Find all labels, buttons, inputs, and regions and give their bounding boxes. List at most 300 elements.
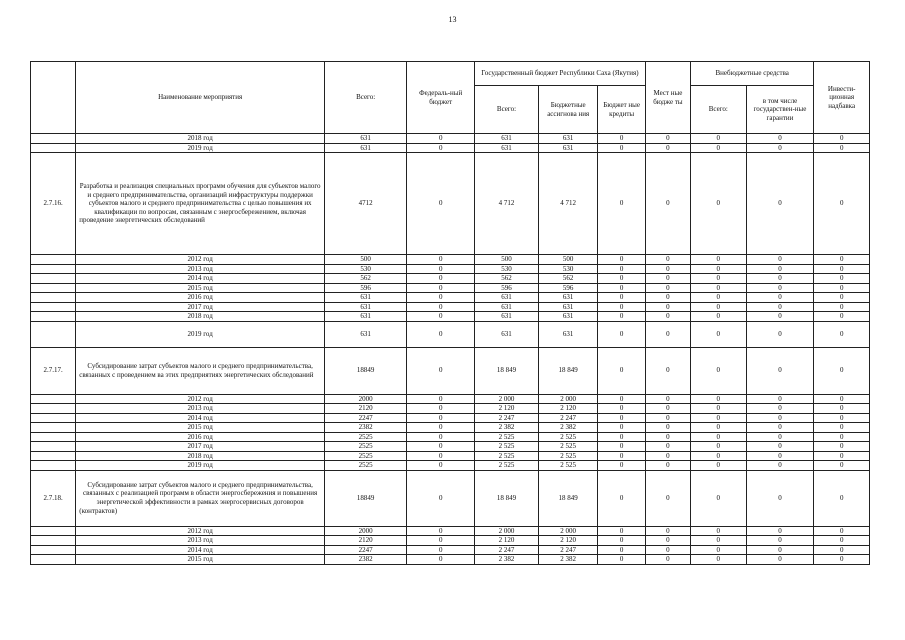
cell-state-total: 2 382	[475, 423, 539, 433]
cell-extra-total: 0	[691, 555, 747, 565]
cell-state-total: 631	[475, 143, 539, 153]
cell-state-total: 2 247	[475, 545, 539, 555]
cell-alloc: 631	[538, 312, 598, 322]
cell-state-total: 631	[475, 312, 539, 322]
year-row	[31, 255, 870, 265]
cell-invest: 0	[814, 347, 870, 394]
cell-alloc: 500	[538, 255, 598, 265]
header-federal: Федераль-ный бюджет	[407, 62, 475, 134]
cell-alloc: 2 000	[538, 394, 598, 404]
cell-alloc: 2 120	[538, 404, 598, 414]
cell-total: 2247	[325, 413, 407, 423]
year-label: 2015 год	[76, 555, 325, 565]
item-description: Разработка и реализация специальных программ обучения для субъектов малого и среднего предпринимательства, организаций инфраструктуры поддержки субъектов малого и среднего предпринимательства с целью повышения их квалификации по вопросам, связанным с энергосбережением, включая проведение энергетических обследований	[76, 153, 325, 255]
year-label: 2012 год	[76, 394, 325, 404]
year-row	[31, 302, 870, 312]
cell-local: 0	[645, 283, 690, 293]
cell-total: 500	[325, 255, 407, 265]
cell-local: 0	[645, 404, 690, 414]
header-local: Мест ные бюдже ты	[645, 62, 690, 134]
cell-federal: 0	[407, 404, 475, 414]
cell-state-total: 500	[475, 255, 539, 265]
cell-alloc: 631	[538, 143, 598, 153]
cell-extra-total: 0	[691, 423, 747, 433]
item-number	[31, 264, 76, 274]
item-row	[31, 470, 870, 526]
cell-state-total: 562	[475, 274, 539, 284]
cell-federal: 0	[407, 394, 475, 404]
cell-invest: 0	[814, 143, 870, 153]
header-extra-total: Всего:	[691, 86, 747, 134]
cell-alloc: 2 247	[538, 545, 598, 555]
cell-state-total: 2 120	[475, 404, 539, 414]
cell-extra-total: 0	[691, 526, 747, 536]
cell-total: 596	[325, 283, 407, 293]
cell-guarantee: 0	[746, 293, 814, 303]
cell-credits: 0	[598, 302, 645, 312]
year-row	[31, 274, 870, 284]
table-header	[31, 62, 870, 134]
item-number	[31, 143, 76, 153]
cell-guarantee: 0	[746, 536, 814, 546]
item-number	[31, 274, 76, 284]
cell-state-total: 2 525	[475, 442, 539, 452]
cell-invest: 0	[814, 255, 870, 265]
cell-extra-total: 0	[691, 321, 747, 347]
cell-invest: 0	[814, 432, 870, 442]
cell-local: 0	[645, 394, 690, 404]
cell-alloc: 2 382	[538, 555, 598, 565]
cell-local: 0	[645, 423, 690, 433]
item-number	[31, 134, 76, 144]
cell-local: 0	[645, 526, 690, 536]
cell-federal: 0	[407, 526, 475, 536]
cell-extra-total: 0	[691, 451, 747, 461]
item-number	[31, 394, 76, 404]
cell-local: 0	[645, 153, 690, 255]
year-row	[31, 536, 870, 546]
cell-guarantee: 0	[746, 451, 814, 461]
cell-guarantee: 0	[746, 394, 814, 404]
cell-alloc: 562	[538, 274, 598, 284]
cell-total: 2120	[325, 404, 407, 414]
cell-federal: 0	[407, 321, 475, 347]
cell-state-total: 631	[475, 302, 539, 312]
cell-credits: 0	[598, 347, 645, 394]
cell-extra-total: 0	[691, 404, 747, 414]
cell-extra-total: 0	[691, 255, 747, 265]
cell-guarantee: 0	[746, 442, 814, 452]
cell-extra-total: 0	[691, 432, 747, 442]
header-state-credits: Бюджет ные кредиты	[598, 86, 645, 134]
cell-credits: 0	[598, 404, 645, 414]
header-state-alloc: Бюджетные ассигнова ния	[538, 86, 598, 134]
cell-total: 631	[325, 134, 407, 144]
year-label: 2017 год	[76, 442, 325, 452]
cell-invest: 0	[814, 321, 870, 347]
cell-total: 631	[325, 293, 407, 303]
cell-guarantee: 0	[746, 545, 814, 555]
cell-local: 0	[645, 451, 690, 461]
cell-guarantee: 0	[746, 153, 814, 255]
cell-total: 2247	[325, 545, 407, 555]
year-row	[31, 413, 870, 423]
cell-extra-total: 0	[691, 153, 747, 255]
header-name: Наименование мероприятия	[76, 62, 325, 134]
cell-extra-total: 0	[691, 283, 747, 293]
cell-federal: 0	[407, 536, 475, 546]
header-extra: Внебюджетные средства	[691, 62, 814, 86]
year-row	[31, 545, 870, 555]
cell-state-total: 18 849	[475, 347, 539, 394]
cell-local: 0	[645, 255, 690, 265]
cell-federal: 0	[407, 255, 475, 265]
cell-local: 0	[645, 413, 690, 423]
year-label: 2014 год	[76, 274, 325, 284]
cell-credits: 0	[598, 293, 645, 303]
cell-local: 0	[645, 545, 690, 555]
cell-alloc: 2 247	[538, 413, 598, 423]
year-row	[31, 432, 870, 442]
cell-credits: 0	[598, 536, 645, 546]
cell-alloc: 631	[538, 321, 598, 347]
cell-total: 631	[325, 321, 407, 347]
cell-guarantee: 0	[746, 143, 814, 153]
cell-extra-total: 0	[691, 461, 747, 471]
cell-invest: 0	[814, 555, 870, 565]
year-label: 2014 год	[76, 413, 325, 423]
cell-extra-total: 0	[691, 293, 747, 303]
year-row	[31, 404, 870, 414]
year-row	[31, 555, 870, 565]
header-invest: Инвести-ционная надбавка	[814, 62, 870, 134]
cell-credits: 0	[598, 264, 645, 274]
cell-invest: 0	[814, 442, 870, 452]
cell-total: 562	[325, 274, 407, 284]
item-description: Субсидирование затрат субъектов малого и среднего предпринимательства, связанных с проведением ва этих предприятиях энергетических обследований	[76, 347, 325, 394]
cell-total: 530	[325, 264, 407, 274]
cell-alloc: 2 120	[538, 536, 598, 546]
cell-alloc: 2 525	[538, 432, 598, 442]
cell-credits: 0	[598, 555, 645, 565]
year-row	[31, 526, 870, 536]
cell-total: 2525	[325, 432, 407, 442]
cell-invest: 0	[814, 264, 870, 274]
cell-credits: 0	[598, 451, 645, 461]
item-number	[31, 536, 76, 546]
cell-extra-total: 0	[691, 347, 747, 394]
cell-alloc: 631	[538, 293, 598, 303]
cell-alloc: 2 000	[538, 526, 598, 536]
cell-invest: 0	[814, 536, 870, 546]
cell-state-total: 631	[475, 321, 539, 347]
cell-local: 0	[645, 302, 690, 312]
cell-invest: 0	[814, 404, 870, 414]
cell-invest: 0	[814, 413, 870, 423]
item-number	[31, 283, 76, 293]
cell-total: 2525	[325, 461, 407, 471]
cell-guarantee: 0	[746, 423, 814, 433]
year-row	[31, 423, 870, 433]
year-row	[31, 134, 870, 144]
cell-total: 631	[325, 312, 407, 322]
page-number: 13	[448, 15, 457, 24]
cell-local: 0	[645, 432, 690, 442]
item-number: 2.7.16.	[31, 153, 76, 255]
item-row	[31, 347, 870, 394]
cell-alloc: 2 525	[538, 442, 598, 452]
header-extra-guarantee: в том числе государствен-ные гарантии	[746, 86, 814, 134]
year-row	[31, 442, 870, 452]
cell-credits: 0	[598, 143, 645, 153]
year-row	[31, 264, 870, 274]
table-body	[31, 134, 870, 565]
cell-invest: 0	[814, 312, 870, 322]
cell-credits: 0	[598, 545, 645, 555]
cell-total: 2000	[325, 526, 407, 536]
cell-total: 2525	[325, 442, 407, 452]
cell-guarantee: 0	[746, 555, 814, 565]
year-label: 2014 год	[76, 545, 325, 555]
cell-total: 631	[325, 143, 407, 153]
cell-guarantee: 0	[746, 347, 814, 394]
cell-guarantee: 0	[746, 255, 814, 265]
cell-credits: 0	[598, 321, 645, 347]
cell-federal: 0	[407, 545, 475, 555]
cell-extra-total: 0	[691, 545, 747, 555]
cell-credits: 0	[598, 432, 645, 442]
cell-extra-total: 0	[691, 413, 747, 423]
year-label: 2016 год	[76, 432, 325, 442]
cell-federal: 0	[407, 302, 475, 312]
cell-local: 0	[645, 143, 690, 153]
cell-total: 2382	[325, 423, 407, 433]
cell-extra-total: 0	[691, 274, 747, 284]
cell-alloc: 2 382	[538, 423, 598, 433]
year-row	[31, 461, 870, 471]
cell-extra-total: 0	[691, 143, 747, 153]
cell-alloc: 631	[538, 302, 598, 312]
cell-state-total: 2 382	[475, 555, 539, 565]
cell-alloc: 18 849	[538, 470, 598, 526]
cell-local: 0	[645, 274, 690, 284]
item-number	[31, 321, 76, 347]
cell-total: 18849	[325, 470, 407, 526]
cell-state-total: 530	[475, 264, 539, 274]
cell-invest: 0	[814, 283, 870, 293]
cell-invest: 0	[814, 526, 870, 536]
cell-local: 0	[645, 134, 690, 144]
cell-invest: 0	[814, 274, 870, 284]
cell-federal: 0	[407, 153, 475, 255]
item-number	[31, 442, 76, 452]
year-label: 2019 год	[76, 461, 325, 471]
cell-invest: 0	[814, 153, 870, 255]
cell-federal: 0	[407, 413, 475, 423]
year-row	[31, 312, 870, 322]
cell-credits: 0	[598, 274, 645, 284]
cell-credits: 0	[598, 394, 645, 404]
cell-alloc: 2 525	[538, 451, 598, 461]
cell-invest: 0	[814, 423, 870, 433]
item-number	[31, 255, 76, 265]
header-number-cell	[31, 62, 76, 134]
cell-alloc: 596	[538, 283, 598, 293]
cell-state-total: 2 120	[475, 536, 539, 546]
year-label: 2018 год	[76, 312, 325, 322]
item-number: 2.7.17.	[31, 347, 76, 394]
item-description: Субсидирование затрат субъектов малого и среднего предпринимательства, связанных с реализацией программ в области энергосбережения и повышения энергетической эффективности в рамках энергосервисных договоров (контрактов)	[76, 470, 325, 526]
cell-federal: 0	[407, 143, 475, 153]
cell-invest: 0	[814, 134, 870, 144]
cell-guarantee: 0	[746, 302, 814, 312]
cell-guarantee: 0	[746, 470, 814, 526]
year-label: 2012 год	[76, 526, 325, 536]
budget-table	[30, 61, 870, 565]
cell-federal: 0	[407, 470, 475, 526]
header-total: Всего:	[325, 62, 407, 134]
cell-local: 0	[645, 312, 690, 322]
cell-invest: 0	[814, 293, 870, 303]
year-label: 2012 год	[76, 255, 325, 265]
cell-total: 18849	[325, 347, 407, 394]
cell-local: 0	[645, 293, 690, 303]
year-label: 2016 год	[76, 293, 325, 303]
year-label: 2017 год	[76, 302, 325, 312]
cell-guarantee: 0	[746, 274, 814, 284]
cell-total: 2120	[325, 536, 407, 546]
cell-alloc: 2 525	[538, 461, 598, 471]
cell-credits: 0	[598, 255, 645, 265]
cell-guarantee: 0	[746, 461, 814, 471]
header-state-total: Всего:	[475, 86, 539, 134]
cell-state-total: 2 525	[475, 432, 539, 442]
cell-total: 631	[325, 302, 407, 312]
year-row	[31, 283, 870, 293]
year-row	[31, 451, 870, 461]
header-state-budget: Государственный бюджет Республики Саха (Якутия)	[475, 62, 646, 86]
item-number	[31, 312, 76, 322]
cell-state-total: 2 247	[475, 413, 539, 423]
cell-local: 0	[645, 264, 690, 274]
cell-alloc: 530	[538, 264, 598, 274]
cell-credits: 0	[598, 312, 645, 322]
year-label: 2013 год	[76, 264, 325, 274]
item-number	[31, 461, 76, 471]
cell-extra-total: 0	[691, 394, 747, 404]
cell-extra-total: 0	[691, 312, 747, 322]
cell-alloc: 631	[538, 134, 598, 144]
cell-federal: 0	[407, 423, 475, 433]
item-number	[31, 451, 76, 461]
year-label: 2015 год	[76, 283, 325, 293]
cell-guarantee: 0	[746, 312, 814, 322]
item-number	[31, 413, 76, 423]
cell-credits: 0	[598, 413, 645, 423]
cell-federal: 0	[407, 451, 475, 461]
cell-extra-total: 0	[691, 302, 747, 312]
cell-invest: 0	[814, 545, 870, 555]
cell-extra-total: 0	[691, 264, 747, 274]
year-label: 2013 год	[76, 404, 325, 414]
item-number: 2.7.18.	[31, 470, 76, 526]
cell-state-total: 18 849	[475, 470, 539, 526]
item-number	[31, 526, 76, 536]
cell-guarantee: 0	[746, 432, 814, 442]
cell-invest: 0	[814, 302, 870, 312]
year-label: 2015 год	[76, 423, 325, 433]
year-label: 2019 год	[76, 321, 325, 347]
cell-credits: 0	[598, 134, 645, 144]
cell-alloc: 4 712	[538, 153, 598, 255]
cell-local: 0	[645, 442, 690, 452]
year-label: 2019 год	[76, 143, 325, 153]
cell-local: 0	[645, 470, 690, 526]
cell-credits: 0	[598, 442, 645, 452]
cell-extra-total: 0	[691, 442, 747, 452]
cell-local: 0	[645, 536, 690, 546]
cell-federal: 0	[407, 283, 475, 293]
year-label: 2018 год	[76, 451, 325, 461]
cell-state-total: 2 525	[475, 451, 539, 461]
cell-state-total: 4 712	[475, 153, 539, 255]
cell-total: 2382	[325, 555, 407, 565]
year-row	[31, 321, 870, 347]
cell-guarantee: 0	[746, 264, 814, 274]
cell-federal: 0	[407, 274, 475, 284]
cell-state-total: 2 000	[475, 526, 539, 536]
cell-local: 0	[645, 347, 690, 394]
cell-guarantee: 0	[746, 134, 814, 144]
cell-credits: 0	[598, 470, 645, 526]
cell-state-total: 2 525	[475, 461, 539, 471]
cell-credits: 0	[598, 283, 645, 293]
cell-credits: 0	[598, 461, 645, 471]
cell-local: 0	[645, 461, 690, 471]
year-label: 2018 год	[76, 134, 325, 144]
year-row	[31, 143, 870, 153]
cell-federal: 0	[407, 134, 475, 144]
cell-total: 2000	[325, 394, 407, 404]
cell-state-total: 631	[475, 134, 539, 144]
item-row	[31, 153, 870, 255]
item-number	[31, 302, 76, 312]
year-row	[31, 394, 870, 404]
item-number	[31, 432, 76, 442]
cell-federal: 0	[407, 442, 475, 452]
cell-credits: 0	[598, 153, 645, 255]
cell-guarantee: 0	[746, 321, 814, 347]
cell-federal: 0	[407, 461, 475, 471]
year-label: 2013 год	[76, 536, 325, 546]
cell-extra-total: 0	[691, 536, 747, 546]
cell-total: 2525	[325, 451, 407, 461]
cell-federal: 0	[407, 264, 475, 274]
cell-extra-total: 0	[691, 134, 747, 144]
item-number	[31, 404, 76, 414]
item-number	[31, 423, 76, 433]
cell-invest: 0	[814, 470, 870, 526]
cell-state-total: 2 000	[475, 394, 539, 404]
cell-invest: 0	[814, 394, 870, 404]
cell-guarantee: 0	[746, 526, 814, 536]
cell-extra-total: 0	[691, 470, 747, 526]
cell-invest: 0	[814, 461, 870, 471]
cell-credits: 0	[598, 423, 645, 433]
cell-state-total: 596	[475, 283, 539, 293]
item-number	[31, 555, 76, 565]
cell-alloc: 18 849	[538, 347, 598, 394]
